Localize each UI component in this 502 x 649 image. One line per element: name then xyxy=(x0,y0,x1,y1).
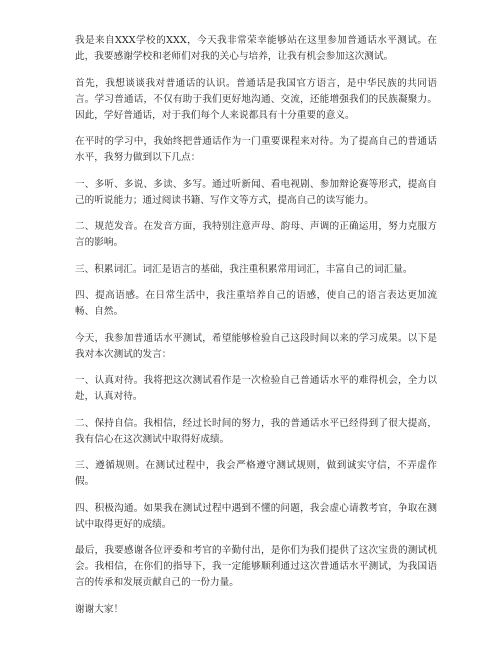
paragraph-attitude-2: 二、保持自信。我相信，经过长时间的努力，我的普通话水平已经得到了很大提高，我有信心在这次测试中取得好成绩。 xyxy=(75,417,437,445)
paragraph-attitude-1: 一、认真对待。我将把这次测试看作是一次检验自己普通话水平的难得机会，全力以赴，认真对待。 xyxy=(75,375,437,402)
paragraph-point-4: 四、提高语感。在日常生活中，我注重培养自己的语感，使自己的语言表达更加流畅、自然。 xyxy=(75,290,437,317)
paragraph-point-1: 一、多听、多说、多读、多写。通过听新闻、看电视剧、参加辩论赛等形式，提高自己的听说能力；通过阅读书籍、写作文等方式，提高自己的读写能力。 xyxy=(75,178,437,206)
paragraph-study-habits: 在平时的学习中，我始终把普通话作为一门重要课程来对待。为了提高自己的普通话水平，我努力做到以下几点： xyxy=(75,136,437,163)
paragraph-point-3: 三、积累词汇。词汇是语言的基础，我注重积累常用词汇，丰富自己的词汇量。 xyxy=(75,263,413,275)
paragraph-attitude-3: 三、遵循规则。在测试过程中，我会严格遵守测试规则，做到诚实守信，不弄虚作假。 xyxy=(75,460,437,487)
paragraph-point-2: 二、规范发音。在发音方面，我特别注意声母、韵母、声调的正确运用，努力克服方言的影响。 xyxy=(75,221,437,248)
paragraph-intro: 我是来自XXX学校的XXX，今天我非常荣幸能够站在这里参加普通话水平测试。在此，我要感谢学校和老师们对我的关心与培养，让我有机会参加这次测试。 xyxy=(75,35,437,62)
document-page xyxy=(75,33,437,628)
paragraph-attitude-4: 四、积极沟通。如果我在测试过程中遇到不懂的问题，我会虚心请教考官，争取在测试中取得更好的成绩。 xyxy=(75,502,437,530)
paragraph-understanding: 首先，我想谈谈我对普通话的认识。普通话是我国官方语言，是中华民族的共同语言。学习普通话，不仅有助于我们更好地沟通、交流，还能增强我们的民族凝聚力。因此，学好普通话，对于我们每个人来说都具有十分重要的意义。 xyxy=(75,77,437,121)
paragraph-closing: 最后，我要感谢各位评委和考官的辛勤付出，是你们为我们提供了这次宝贵的测试机会。我相信，在你们的指导下，我一定能够顺利通过这次普通话水平测试，为我国语言的传承和发展贡献自己的一份力量。 xyxy=(75,545,437,588)
paragraph-test-today: 今天，我参加普通话水平测试，希望能够检验自己这段时间以来的学习成果。以下是我对本次测试的发言： xyxy=(75,332,437,360)
paragraph-thanks: 谢谢大家！ xyxy=(75,603,124,615)
